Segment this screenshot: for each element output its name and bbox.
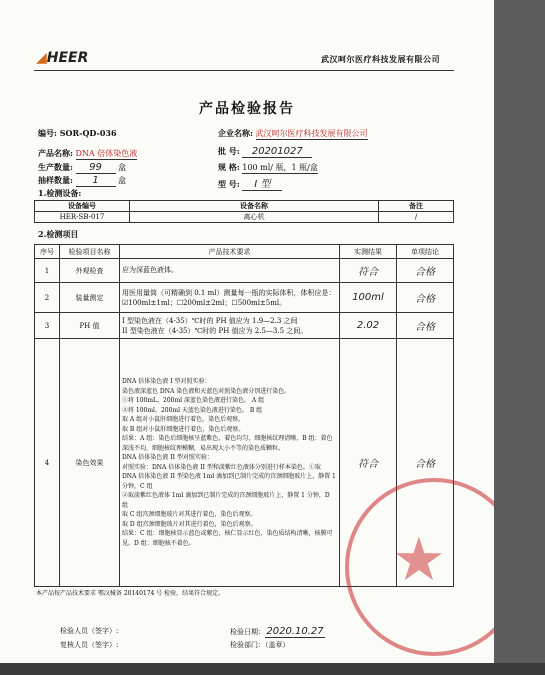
table-row <box>35 283 454 313</box>
code-label: 编号: SOR-QD-036 <box>38 128 117 138</box>
stamp-star-icon: ★ <box>392 525 446 595</box>
items-header: 序号 <box>35 245 60 259</box>
equip-cell: HER-SB-017 <box>35 212 130 223</box>
inspection-date: 检验日期：2020.10.27 <box>230 626 324 637</box>
row-no: 1 <box>35 259 60 283</box>
row-result: 符合 <box>340 259 397 283</box>
row-result: 100ml <box>340 283 397 313</box>
header-company: 武汉呵尔医疗科技发展有限公司 <box>321 54 440 64</box>
row-no: 3 <box>35 313 60 339</box>
equip-cell: 离心机 <box>130 212 379 223</box>
equip-header-name: 设备名称 <box>130 201 379 212</box>
row-name: 染色效果 <box>60 339 120 587</box>
reviewer-signature: 复核人员（签字）: <box>60 641 119 649</box>
equipment-table <box>34 200 454 223</box>
row-conclusion: 合格 <box>397 283 454 313</box>
table-row <box>35 313 454 339</box>
compliance-note: 本产品按产品技术要求 鄂汉械备 20140174 号 检验，结果符合规定。 <box>36 590 225 597</box>
equip-cell: / <box>379 212 454 223</box>
inspection-dept: 检验部门：（盖章） <box>230 641 290 649</box>
row-conclusion: 合格 <box>397 339 454 587</box>
viewer-background <box>494 0 545 675</box>
row-req: DNA 倍体染色液 I 型对照实验： 染色液深蓝色 DNA 染色液和天蓝色对照染色液分别进行染色。 ①将 100mL，200ml 深蓝色染色液进行染色。 A 组 ②将 100ml，200ml 天蓝色染色液进行染色。 B 组 取 A 组对小鼠肝细胞进行着色，染色后观察。 取 B 组对小鼠肝细胞进行着色，染色后观察。 结果：A 组：染色后细胞核呈蓝紫色，着色均匀，细胞核纹理清晰，B 组：着色深浅不均，细胞核纹理模糊，易出现大小不等的染色质颗粒。 DNA 倍体染色液 II 型对照实验： 对照实验：DNA 倍体染色液 II 型和淡紫红色液体分别进行样本染色。①取 DNA 倍体染色液 II 型染色液 1ml 滴加到已制片完成的宫颈细胞玻片上，静置 1 分钟，C 组 ②取淡紫红色液体 1ml 滴加到已制片完成的宫颈细胞玻片上，静置 1 分钟，D 组 取 C 组宫颈细胞玻片对其进行着色，染色后观察。 取 D 组宫颈细胞玻片对其进行着色，染色后观察。 结果：C 组：细胞核显示蓝色或紫色，核仁显示红色，染色质结构清晰，核膜可见。D 组：细胞核不着色。 <box>120 339 340 587</box>
prod-qty-field: 生产数量: 99 盒 <box>38 162 127 173</box>
section-items: 2.检测项目 <box>38 229 79 239</box>
company-field: 企业名称: 武汉呵尔医疗科技发展有限公司 <box>218 128 368 138</box>
items-header: 实测结果 <box>340 245 397 259</box>
row-req: I 型染色液在（4-35）℃时的 PH 值应为 1.9—2.3 之间 II 型染色液在（4-35）℃时的 PH 值应为 2.5—3.5 之间。 <box>120 313 340 339</box>
row-no: 2 <box>35 283 60 313</box>
header-rule <box>34 70 454 71</box>
model-field: 型 号: I 型 <box>218 175 282 191</box>
equip-header-code: 设备编号 <box>35 201 130 212</box>
row-name: PH 值 <box>60 313 120 339</box>
row-name: 外观检查 <box>60 259 120 283</box>
table-row <box>35 259 454 283</box>
row-no: 4 <box>35 339 60 587</box>
row-conclusion: 合格 <box>397 259 454 283</box>
sample-qty-field: 抽样数量: 1 盒 <box>38 175 127 186</box>
product-field: 产品名称: DNA 倍体染色液 <box>38 148 138 158</box>
spec-field: 规 格: 100 ml/ 瓶，1 瓶/盒 <box>218 162 318 172</box>
equip-header-note: 备注 <box>379 201 454 212</box>
taskbar <box>0 663 545 675</box>
row-req: 应为深蓝色液体。 <box>120 259 340 283</box>
row-conclusion: 合格 <box>397 313 454 339</box>
row-result: 2.02 <box>340 313 397 339</box>
row-result: 符合 <box>340 339 397 587</box>
items-header: 单项结论 <box>397 245 454 259</box>
items-header: 产品技术要求 <box>120 245 340 259</box>
row-req: 用医用量筒（可精确到 0.1 ml）测量每一瓶的实际体积，体积应是：☑100ml±1ml；☐200ml±2ml；☐500ml±5ml。 <box>120 283 340 313</box>
section-equipment: 1.检测设备: <box>38 188 82 198</box>
heer-logo: ◢HEER <box>36 50 89 66</box>
row-name: 装量测定 <box>60 283 120 313</box>
report-title: 产品检验报告 <box>199 101 295 117</box>
inspector-signature: 检验人员（签字）: <box>60 627 119 635</box>
batch-field: 批 号: 20201027 <box>218 146 312 158</box>
items-header: 检验项目名称 <box>60 245 120 259</box>
